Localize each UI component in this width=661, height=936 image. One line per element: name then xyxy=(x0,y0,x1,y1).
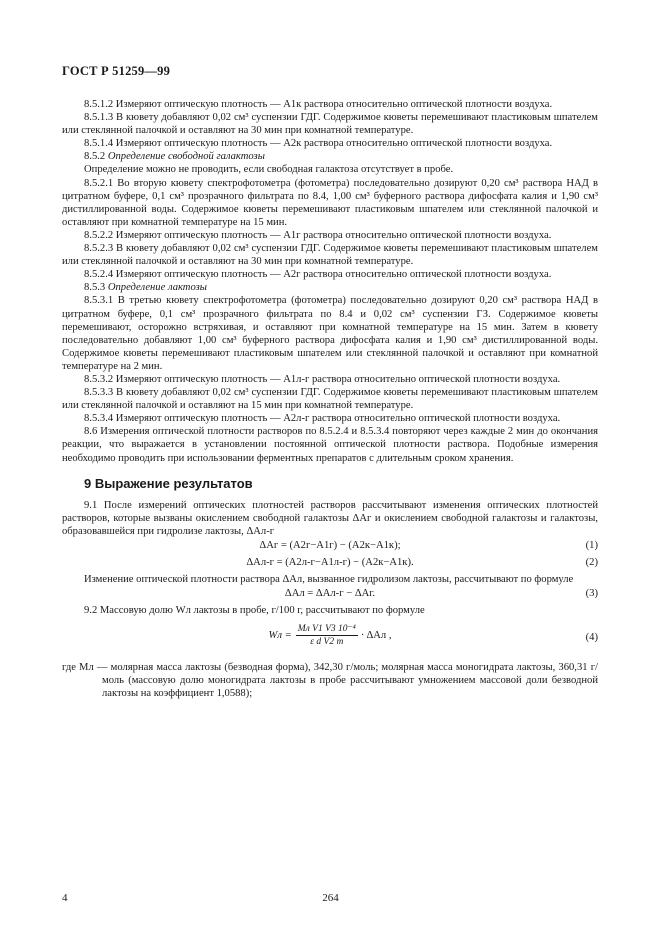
equation-3 xyxy=(62,587,598,603)
equation-formula: ΔAл = ΔAл-г − ΔAг. xyxy=(284,588,376,600)
subsection-number: 8.5.3 xyxy=(84,282,106,294)
paragraph: 8.5.2.4 Измеряют оптическую плотность — A2г раствора относительно оптической плотности воздуха. xyxy=(84,269,552,281)
paragraph: 8.5.3.4 Измеряют оптическую плотность — A2л-г раствора относительно оптической плотности воздуха. xyxy=(84,413,561,425)
paragraph: 9.1 После измерений оптических плотностей растворов рассчитывают изменения оптических плотностей растворов, которые вызваны окислением свободной галактозы ΔAг и окислением свободной галактозы и галактозы, образовавшейся при гидролизе лактозы, ΔAл-г xyxy=(62,499,598,537)
equation-number: (2) xyxy=(585,557,598,568)
equation-number: (1) xyxy=(585,540,598,551)
equation-number: (4) xyxy=(585,632,598,644)
paragraph: Определение можно не проводить, если свободная галактоза отсутствует в пробе. xyxy=(84,164,454,176)
fraction xyxy=(296,623,358,648)
equation-4 xyxy=(62,623,598,653)
definition-paragraph: где Mл — молярная масса лактозы (безводная форма), 342,30 г/моль; молярная масса моногидрата лактозы, 360,31 г/моль (массовую долю моногидрата лактозы в пробе рассчитывают умножением массовой доли безводной лактозы на коэффициент 1,0588); xyxy=(62,662,598,700)
equation-formula: ΔAг = (A2г−A1г) − (A2к−A1к); xyxy=(259,540,401,551)
equation-2 xyxy=(62,556,598,572)
equation-lhs: Wл = xyxy=(268,630,292,642)
section-heading: 9 Выражение результатов xyxy=(84,475,253,491)
fraction-expression xyxy=(269,623,392,648)
paragraph: 8.5.3.3 В кювету добавляют 0,02 см³ суспензии ГДГ. Содержимое кюветы перемешивают пластиковым шпателем или стеклянной палочкой и оставляют на 15 мин при комнатной температуре. xyxy=(62,387,598,412)
page-number-center: 264 xyxy=(322,892,339,904)
equation-formula xyxy=(62,623,598,648)
paragraph: 8.5.1.3 В кювету добавляют 0,02 см³ суспензии ГДГ. Содержимое кюветы перемешивают пластиковым шпателем или стеклянной палочкой и оставляют на 30 мин при комнатной температуре. xyxy=(62,112,598,137)
document-header: ГОСТ Р 51259—99 xyxy=(62,64,171,78)
paragraph: 8.5.1.4 Измеряют оптическую плотность — A2к раствора относительно оптической плотности воздуха. xyxy=(84,138,553,150)
paragraph: 8.5.2.1 Во вторую кювету спектрофотометра (фотометра) последовательно дозируют 0,20 см³ раствора НАД в цитратном буфере, 0,1 см³ прозрачного фильтрата по 8.4, 1,00 см³ буферного раствора дифосфата калия и 1,90 см³ дистиллированной воды. Содержимое кюветы перемешивают пластиковым шпателем или стеклянной палочкой и оставляют при комнатной температуре на 15 мин. xyxy=(62,177,598,228)
paragraph: Изменение оптической плотности раствора ΔAл, вызванное гидролизом лактозы, рассчитывают по формуле xyxy=(84,574,574,585)
subsection-title: Определение свободной галактозы xyxy=(107,151,265,163)
fraction-numerator: Mл V1 V3 10⁻⁴ xyxy=(297,624,356,635)
equation-number: (3) xyxy=(585,588,598,600)
subsection-number: 8.5.2 xyxy=(84,151,106,163)
fraction-denominator: ε d V2 m xyxy=(310,637,344,648)
paragraph: 8.5.2.3 В кювету добавляют 0,02 см³ суспензии ГДГ. Содержимое кюветы перемешивают пластиковым шпателем или стеклянной палочкой и оставляют на 30 мин при комнатной температуре. xyxy=(62,243,598,268)
paragraph: 8.5.1.2 Измеряют оптическую плотность — A1к раствора относительно оптической плотности воздуха. xyxy=(84,99,553,110)
subsection-heading xyxy=(62,281,598,294)
document-body xyxy=(62,98,598,700)
subsection-heading xyxy=(62,150,598,163)
equation-rhs: · ΔAл , xyxy=(360,630,392,642)
paragraph: 8.5.2.2 Измеряют оптическую плотность — A1г раствора относительно оптической плотности воздуха. xyxy=(84,229,552,241)
paragraph: 8.5.3.2 Измеряют оптическую плотность — A1л-г раствора относительно оптической плотности воздуха. xyxy=(84,373,561,385)
equation-1 xyxy=(62,539,598,555)
equation-formula: ΔAл-г = (A2л-г−A1л-г) − (A2к−A1к). xyxy=(246,557,414,568)
paragraph: 8.5.3.1 В третью кювету спектрофотометра (фотометра) последовательно дозируют 0,20 см³ раствора НАД в цитратном буфере, 0,1 см³ прозрачного фильтрата по 8.4 и 0,02 см³ суспензии ГЗ. Содержимое кюветы перемешивают, осторожно встряхивая, и оставляют при комнатной температуре на 15 мин. Затем в кювету последовательно добавляют 1,00 см³ буферного раствора дифосфата калия и 1,90 см³ дистиллированной воды. Содержимое кюветы перемешивают пластиковым шпателем или стеклянной палочкой и оставляют при комнатной температуре на 2 мин. xyxy=(62,295,598,372)
paragraph: 8.6 Измерения оптической плотности растворов по 8.5.2.4 и 8.5.3.4 повторяют через каждые 2 мин до окончания реакции, что выражается в установлении постоянной оптической плотности раствора. Подобные измерения необходимо проводить при использовании ферментных препаратов с длительным сроком хранения. xyxy=(62,426,598,464)
paragraph: 9.2 Массовую долю Wл лактозы в пробе, г/100 г, рассчитывают по формуле xyxy=(84,605,425,617)
subsection-title: Определение лактозы xyxy=(107,282,207,294)
page-number-left: 4 xyxy=(62,892,68,904)
